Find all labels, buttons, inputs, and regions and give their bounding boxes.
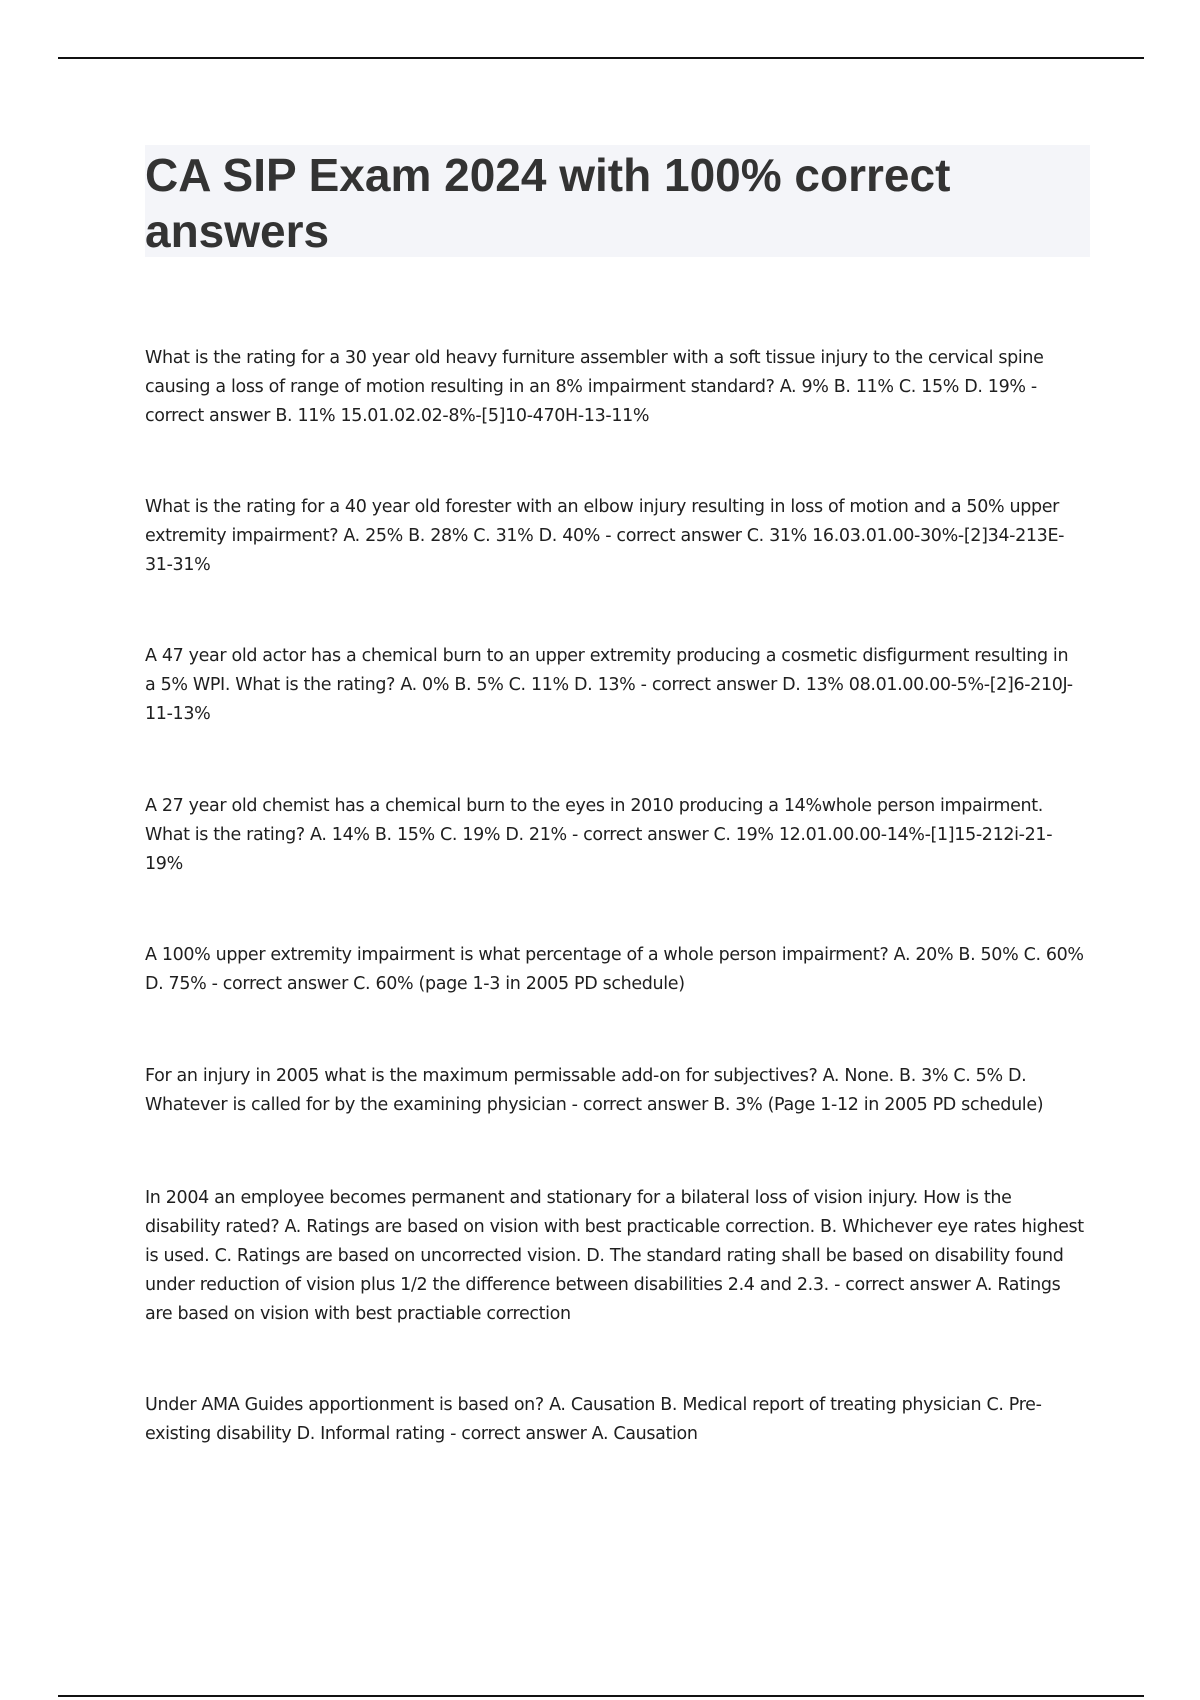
footer-rule [58,1695,1144,1697]
question-item-1: What is the rating for a 30 year old heavy furniture assembler with a soft tissue injury to the cervical spine causing a loss of range of motion resulting in an 8% impairment standard? A. 9% B. 11% C. 15% D. 19% - correct answer B. 11% 15.01.02.02-8%-[5]10-470H-13-11% [145,348,1044,426]
header-rule [58,57,1144,59]
question-item-2: What is the rating for a 40 year old forester with an elbow injury resulting in loss of motion and a 50% upper extremity impairment? A. 25% B. 28% C. 31% D. 40% - correct answer C. 31% 16.03.01.00-30%-[2]34-213E-31-31% [145,497,1065,575]
question-item-6: For an injury in 2005 what is the maximum permissable add-on for subjectives? A. None. B. 3% C. 5% D. Whatever is called for by the examining physician - correct answer B. 3% (Page 1-12 in 2005 PD schedule) [145,1066,1044,1115]
question-item-3: A 47 year old actor has a chemical burn to an upper extremity producing a cosmetic disfigurment resulting in a 5% WPI. What is the rating? A. 0% B. 5% C. 11% D. 13% - correct answer D. 13% 08.01.00.00-5%-[2]6-210J-11-13% [145,646,1073,724]
page-title: CA SIP Exam 2024 with 100% correct answers [145,149,951,257]
question-item-5: A 100% upper extremity impairment is what percentage of a whole person impairment? A. 20% B. 50% C. 60% D. 75% - correct answer C. 60% (page 1-3 in 2005 PD schedule) [145,945,1084,994]
question-item-7: In 2004 an employee becomes permanent and stationary for a bilateral loss of vision injury. How is the disability rated? A. Ratings are based on vision with best practicable correction. B. Whichever eye rates highest is used. C. Ratings are based on uncorrected vision. D. The standard rating shall be based on disability found under reduction of vision plus 1/2 the difference between disabilities 2.4 and 2.3. - correct answer A. Ratings are based on vision with best practiable correction [145,1188,1084,1324]
question-item-8: Under AMA Guides apportionment is based on? A. Causation B. Medical report of treating physician C. Pre-existing disability D. Informal rating - correct answer A. Causation [145,1395,1042,1444]
title-banner [145,145,1090,257]
question-item-4: A 27 year old chemist has a chemical burn to the eyes in 2010 producing a 14%whole person impairment. What is the rating? A. 14% B. 15% C. 19% D. 21% - correct answer C. 19% 12.01.00.00-14%-[1]15-212i-21-19% [145,796,1053,874]
